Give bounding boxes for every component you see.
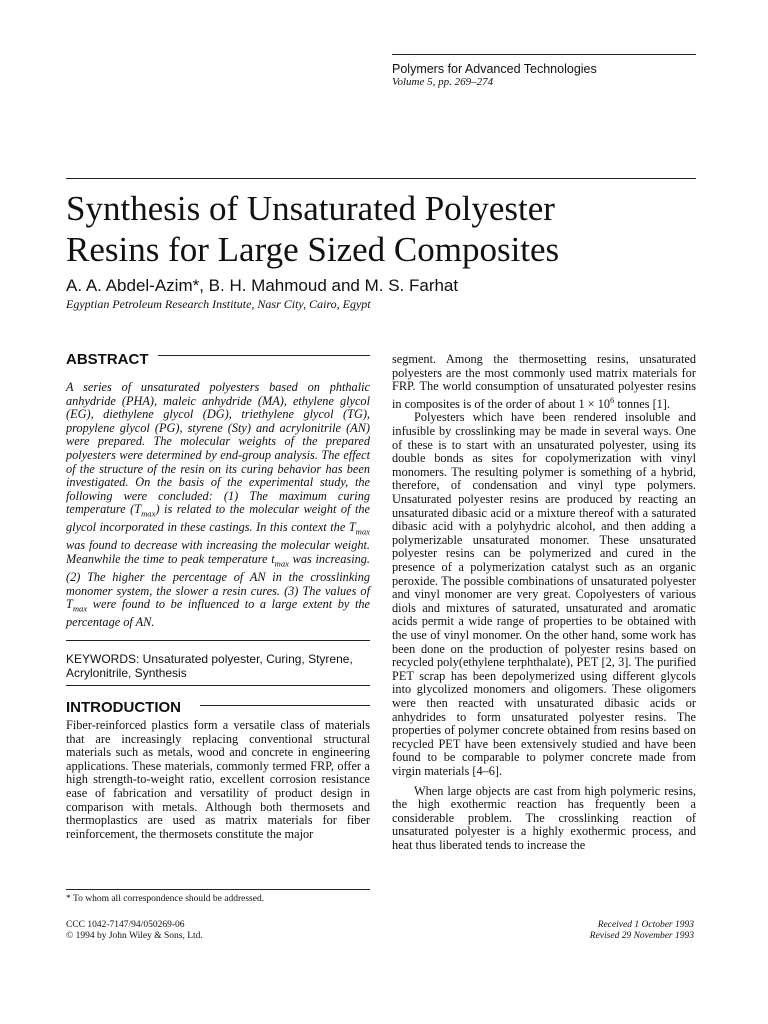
ccc-code: CCC 1042-7147/94/050269-06 xyxy=(66,920,185,930)
authors: A. A. Abdel-Azim*, B. H. Mahmoud and M. S. Farhat xyxy=(66,276,459,295)
abstract-heading-rule xyxy=(158,355,370,356)
journal-volume: Volume 5, pp. 269–274 xyxy=(392,76,494,88)
footnote-rule xyxy=(66,889,370,890)
keywords-top-rule xyxy=(66,640,370,641)
paragraph-1: segment. Among the thermosetting resins, unsaturated polyesters are the most commonly used matrix materials for FRP. The world consumption of unsaturated polyester resins in composites is of the order of about $1 \times 10^6$ tonnes [1]. xyxy=(392,352,696,411)
paragraph-3: When large objects are cast from high polymeric resins, the high exothermic reaction has frequently been a considerable problem. The crosslinking reaction of unsaturated polyester is a highly exothermic process, and heat thus liberated tends to increase the xyxy=(392,783,696,852)
copyright-block xyxy=(66,920,203,942)
correspondence-footnote: * To whom all correspondence should be addressed. xyxy=(66,894,265,904)
received-dates xyxy=(590,920,694,942)
journal-name: Polymers for Advanced Technologies xyxy=(392,62,597,76)
received-date: Received 1 October 1993 xyxy=(597,920,694,930)
introduction-heading-rule xyxy=(200,705,370,706)
article-title xyxy=(66,188,706,270)
title-rule xyxy=(66,178,696,179)
affiliation: Egyptian Petroleum Research Institute, Nasr City, Cairo, Egypt xyxy=(66,297,371,311)
copyright-line: © 1994 by John Wiley & Sons, Ltd. xyxy=(66,931,203,941)
abstract-heading: ABSTRACT xyxy=(66,351,149,368)
introduction-heading: INTRODUCTION xyxy=(66,699,181,716)
right-column-text xyxy=(392,353,696,852)
introduction-text: Fiber-reinforced plastics form a versatile class of materials that are increasingly replacing conventional structural materials such as metals, wood and concrete in engineering applications. These materials, commonly termed FRP, offer a high strength-to-weight ratio, excellent corrosion resistance ease of fabrication and versatility of product design in comparison with metals. Although both thermosets and thermoplastics are used as matrix materials for fiber reinforcement, the thermosets constitute the major xyxy=(66,718,370,841)
title-line-2: Resins for Large Sized Composites xyxy=(66,230,560,269)
title-line-1: Synthesis of Unsaturated Polyester xyxy=(66,189,555,228)
revised-date: Revised 29 November 1993 xyxy=(589,931,694,941)
keywords: KEYWORDS: Unsaturated polyester, Curing, Styrene, Acrylonitrile, Synthesis xyxy=(66,652,353,680)
keywords-bottom-rule xyxy=(66,685,370,686)
abstract-text: A series of unsaturated polyesters based on phthalic anhydride (PHA), maleic anhydride (MA), ethylene glycol (EG), diethylene glycol (DG), triethylene glycol (TG), propylene glycol (PG), styrene (Sty) and acrylonitrile (AN) were prepared. The molecular weights of the prepared polyesters were determined by end-group analysis. The effect of the structure of the resin on its curing behavior has been investigated. On the basis of the experimental study, the following were concluded: (1) The maximum curing temperature $(T_{max})$ is related to the molecular weight of the glycol incorporated in these castings. In this context the $T_{max}$ was found to decrease with increasing the molecular weight. Meanwhile the time to peak temperature $t_{max}$ was increasing. (2) The higher the percentage of AN in the crosslinking monomer system, the slower a resin cures. (3) The values of $T_{max}$ were found to be influenced to a large extent by the percentage of AN. xyxy=(66,380,371,630)
header-rule xyxy=(392,54,696,55)
paragraph-2: Polyesters which have been rendered insoluble and infusible by crosslinking may be made in several ways. One of these is to start with an unsaturated polyester, using its double bonds as sites for copolymerization with vinyl monomers. The resulting polymer is something of a hybrid, therefore, of condensation and vinyl type polymers. Unsaturated polyester resins are produced by reacting an unsaturated dibasic acid or a mixture thereof with a saturated dibasic acid with a polyhydric alcohol, and then adding a polymerizable unsaturated monomer. These unsaturated polyester resins can be polymerized and cured in the presence of a polymerization catalyst such as an organic peroxide. The possible combinations of unsaturated polyester and vinyl monomer are very great. Copolyesters of various diols and mixtures of saturated, unsaturated and aromatic acids permit a wide range of properties to be obtained with the use of vinyl monomer. On the other hand, some work has been done on the production of polyester resins based on recycled poly(ethylene terphthalate), PET [2, 3]. The purified PET scrap has been depolymerized using different glycols into glycolized monomers and oligomers. These oligomers were then reacted with unsaturated dibasic acids or anhydrides to form unsaturated polyester resins. The properties of polymer concrete obtained from resins based on recycled PET have been extensively studied and have been found to be comparable to polymer concrete made from virgin materials [4–6]. xyxy=(392,410,696,778)
